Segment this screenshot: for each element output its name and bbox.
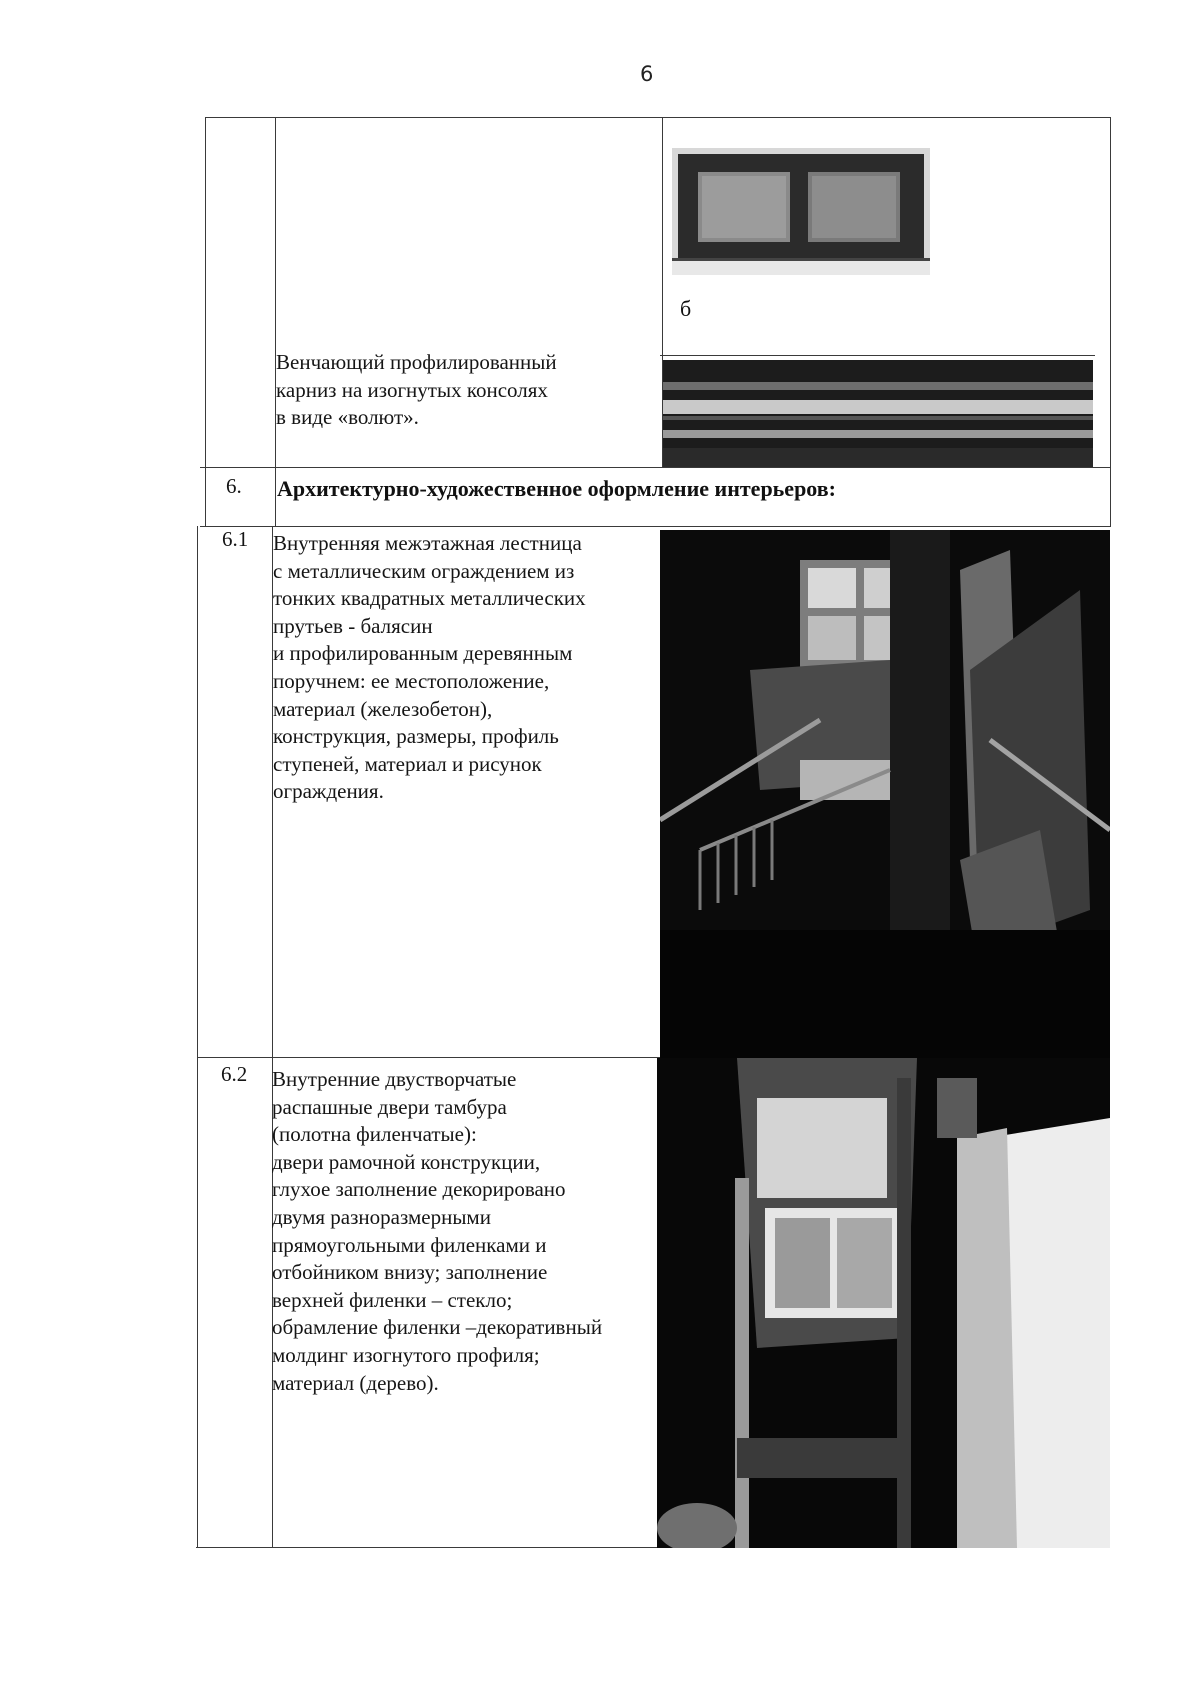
cornice-description (276, 349, 557, 432)
doors-description-line: обрамление филенки –декоративный (272, 1315, 603, 1340)
doors-description-line: материал (дерево). (272, 1370, 439, 1395)
cornice-photo (663, 360, 1093, 467)
staircase-description-line: прутьев - балясин (273, 613, 433, 638)
doors-description-line: распашные двери тамбура (272, 1094, 507, 1119)
doors-description-line: (полотна филенчатые): (272, 1122, 477, 1147)
section-6-title: Архитектурно-художественное оформление интерьеров: (277, 476, 836, 501)
staircase-description-line: ограждения. (273, 779, 384, 804)
window-photo (672, 148, 930, 275)
photo-label-b: б (680, 296, 692, 321)
doors-description-line: двери рамочной конструкции, (272, 1149, 541, 1174)
staircase-photo (660, 530, 1110, 1058)
section-6-number: 6. (226, 474, 242, 498)
page-number: 6 (640, 62, 654, 86)
staircase-description-line: Внутренняя межэтажная лестница (273, 531, 582, 555)
staircase-description (273, 530, 586, 806)
staircase-description-line: материал (железобетон), (273, 696, 493, 721)
staircase-description-line: ступеней, материал и рисунок (273, 751, 542, 776)
staircase-description-line: и профилированным деревянным (273, 641, 573, 666)
item-6-2-number: 6.2 (221, 1062, 248, 1086)
doors-description-line: глухое заполнение декорировано (272, 1177, 566, 1202)
doors-photo (657, 1058, 1110, 1548)
staircase-description-line: конструкция, размеры, профиль (273, 724, 559, 749)
doors-description-line: молдинг изогнутого профиля; (272, 1342, 540, 1367)
cornice-description-line: в виде «волют». (276, 405, 419, 430)
cornice-description-line: Венчающий профилированный (276, 350, 557, 374)
doors-description-line: отбойником внизу; заполнение (272, 1260, 548, 1285)
item-6-1-number: 6.1 (222, 527, 249, 551)
doors-description-line: прямоугольными филенками и (272, 1232, 547, 1257)
doors-description-line: двумя разноразмерными (272, 1204, 491, 1229)
cornice-description-line: карниз на изогнутых консолях (276, 377, 548, 402)
staircase-description-line: поручнем: ее местоположение, (273, 668, 550, 693)
doors-description (272, 1066, 602, 1397)
staircase-description-line: с металлическим ограждением из (273, 558, 575, 583)
staircase-description-line: тонких квадратных металлических (273, 586, 586, 611)
doors-description-line: верхней филенки – стекло; (272, 1287, 513, 1312)
doors-description-line: Внутренние двустворчатые (272, 1067, 517, 1091)
